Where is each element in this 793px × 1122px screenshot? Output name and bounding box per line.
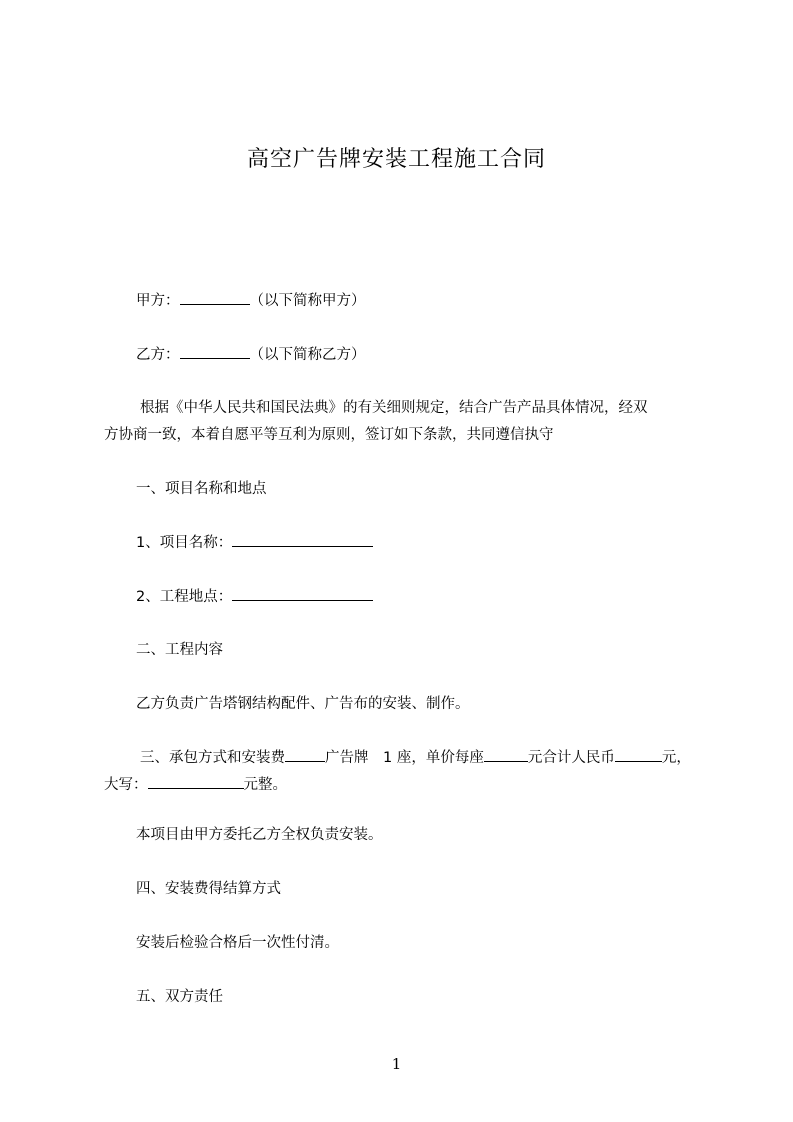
project-name-line (136, 532, 373, 553)
total-amount-blank (615, 747, 662, 762)
section-3-line-1 (140, 747, 691, 768)
party-a-line (136, 290, 366, 311)
amount-in-words-end: 元整。 (243, 777, 287, 793)
amount-in-words-label: 大写： (104, 777, 148, 793)
party-b-blank (180, 344, 250, 359)
total-rmb-text: 元合计人民币 (527, 750, 615, 766)
section-2-heading: 二、工程内容 (136, 642, 223, 658)
unit-price-blank (484, 747, 528, 762)
intro-line-1: 根据《中华人民共和国民法典》的有关细则规定，结合广告产品具体情况，经双 (140, 400, 648, 416)
document-title: 高空广告牌安装工程施工合同 (246, 147, 546, 172)
section-3-line-2 (104, 774, 287, 795)
party-a-note: （以下简称甲方） (249, 293, 366, 309)
yuan-text: 元， (661, 750, 691, 766)
page-number: 1 (391, 1055, 402, 1073)
billboard-count-text: 广告牌 1 座，单价每座 (325, 750, 484, 766)
party-b-line (136, 344, 366, 365)
party-b-label: 乙方： (136, 347, 180, 363)
section-4-heading: 四、安装费得结算方式 (136, 881, 281, 897)
amount-in-words-blank (148, 774, 244, 789)
project-location-label: 2、工程地点： (136, 589, 233, 605)
party-b-note: （以下简称乙方） (249, 347, 366, 363)
section-3-body: 本项目由甲方委托乙方全权负责安装。 (136, 827, 383, 843)
section-3-heading: 三、承包方式和安装费 (140, 750, 285, 766)
party-a-blank (180, 290, 250, 305)
section-1-heading: 一、项目名称和地点 (136, 481, 267, 497)
party-a-label: 甲方： (136, 293, 180, 309)
section-5-heading: 五、双方责任 (136, 989, 223, 1005)
contract-method-blank (285, 747, 325, 762)
project-name-label: 1、项目名称： (136, 535, 233, 551)
intro-line-2: 方协商一致，本着自愿平等互利为原则，签订如下条款，共同遵信执守 (104, 427, 554, 443)
section-2-body: 乙方负责广告塔钢结构配件、广告布的安装、制作。 (136, 696, 470, 712)
project-location-line (136, 586, 373, 607)
project-name-blank (232, 532, 373, 547)
section-4-body: 安装后检验合格后一次性付清。 (136, 935, 339, 951)
project-location-blank (232, 586, 373, 601)
